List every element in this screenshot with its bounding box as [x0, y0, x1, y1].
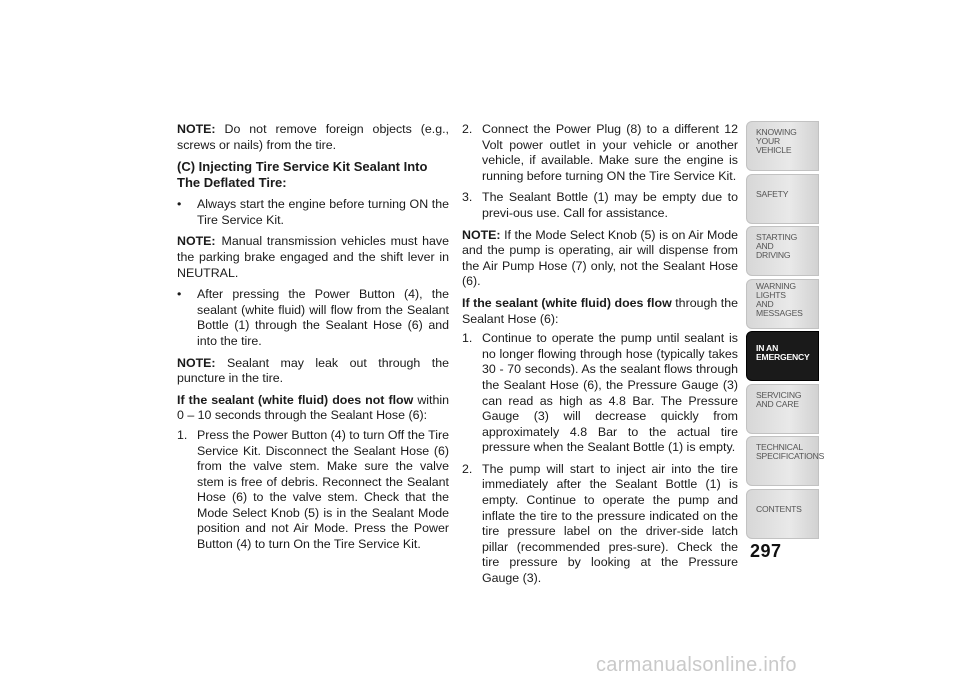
step-no-flow-3: 3. The Sealant Bottle (1) may be empty due to previ-ous use. Call for assistance.: [462, 190, 738, 220]
left-column: [177, 122, 449, 559]
bullet-start-engine: • Always start the engine before turning ON the Tire Service Kit.: [177, 197, 449, 227]
chapter-tabs: [746, 121, 825, 541]
right-column: [462, 122, 738, 593]
condition-no-flow: If the sealant (white fluid) does not flow within 0 – 10 seconds through the Sealant Hose (6):: [177, 392, 449, 423]
tab-in-an-emergency[interactable]: IN AN EMERGENCY: [746, 331, 819, 381]
tab-technical-specifications[interactable]: TECHNICAL SPECIFICATIONS: [746, 436, 819, 486]
bullet-sealant-flow: • After pressing the Power Button (4), the sealant (white fluid) will flow from the Sealant Bottle (1) through the Sealant Hose (6) and into the tire.: [177, 287, 449, 348]
page-number: 297: [750, 541, 782, 561]
condition-does-flow: If the sealant (white fluid) does flow through the Sealant Hose (6):: [462, 295, 738, 326]
tab-servicing-and-care[interactable]: SERVICING AND CARE: [746, 384, 819, 434]
section-heading: (C) Injecting Tire Service Kit Sealant Into The Deflated Tire:: [177, 159, 428, 191]
step-no-flow-1: 1. Press the Power Button (4) to turn Off the Tire Service Kit. Disconnect the Sealant Hose (6) from the valve stem. Make sure the valve stem is free of debris. Reconnect the Sealant Hose (6) to the valve stem. Check that the Mode Select Knob (5) is in the Sealant Mode position and not Air Mode. Press the Power Button (4) to turn On the Tire Service Kit.: [177, 427, 449, 552]
step-no-flow-2: 2. Connect the Power Plug (8) to a different 12 Volt power outlet in your vehicle or another vehicle, if available. Make sure the engine is running before turning ON the Tire Service Kit.: [462, 122, 738, 183]
tab-starting-and-driving[interactable]: STARTING AND DRIVING: [746, 226, 819, 276]
note-air-mode: NOTE: If the Mode Select Knob (5) is on Air Mode and the pump is operating, air will dispense from the Air Pump Hose (7) only, not the Sealant Hose (6).: [462, 227, 738, 289]
note-no-foreign-objects: NOTE: Do not remove foreign objects (e.g., screws or nails) from the tire.: [177, 122, 449, 152]
note-manual-transmission: NOTE: Manual transmission vehicles must have the parking brake engaged and the shift lever in NEUTRAL.: [177, 234, 449, 280]
tab-knowing-your-vehicle[interactable]: KNOWING YOUR VEHICLE: [746, 121, 819, 171]
tab-contents[interactable]: CONTENTS: [746, 489, 819, 539]
step-flow-2: 2. The pump will start to inject air into the tire immediately after the Sealant Bottle (1) is empty. Continue to operate the pump and inflate the tire to the pressure indicated on the tire pressure label on the driver-side latch pillar (recommended pres-sure). Check the tire pressure by looking at the Pressure Gauge (3).: [462, 461, 738, 586]
step-flow-1: 1. Continue to operate the pump until sealant is no longer flowing through hose (typically takes 30 - 70 seconds). As the sealant flows through the Sealant Hose (6), the Pressure Gauge (3) can read as high as 4.8 Bar. The Pressure Gauge (3) will decrease quickly from approximately 4.8 Bar to the actual tire pressure when the Sealant Bottle (1) is empty.: [462, 331, 738, 455]
note-sealant-leak: NOTE: Sealant may leak out through the puncture in the tire.: [177, 355, 449, 386]
tab-safety[interactable]: SAFETY: [746, 174, 819, 224]
tab-warning-lights-and-messages[interactable]: WARNING LIGHTS AND MESSAGES: [746, 279, 819, 329]
watermark: carmanualsonline.info: [596, 654, 797, 676]
